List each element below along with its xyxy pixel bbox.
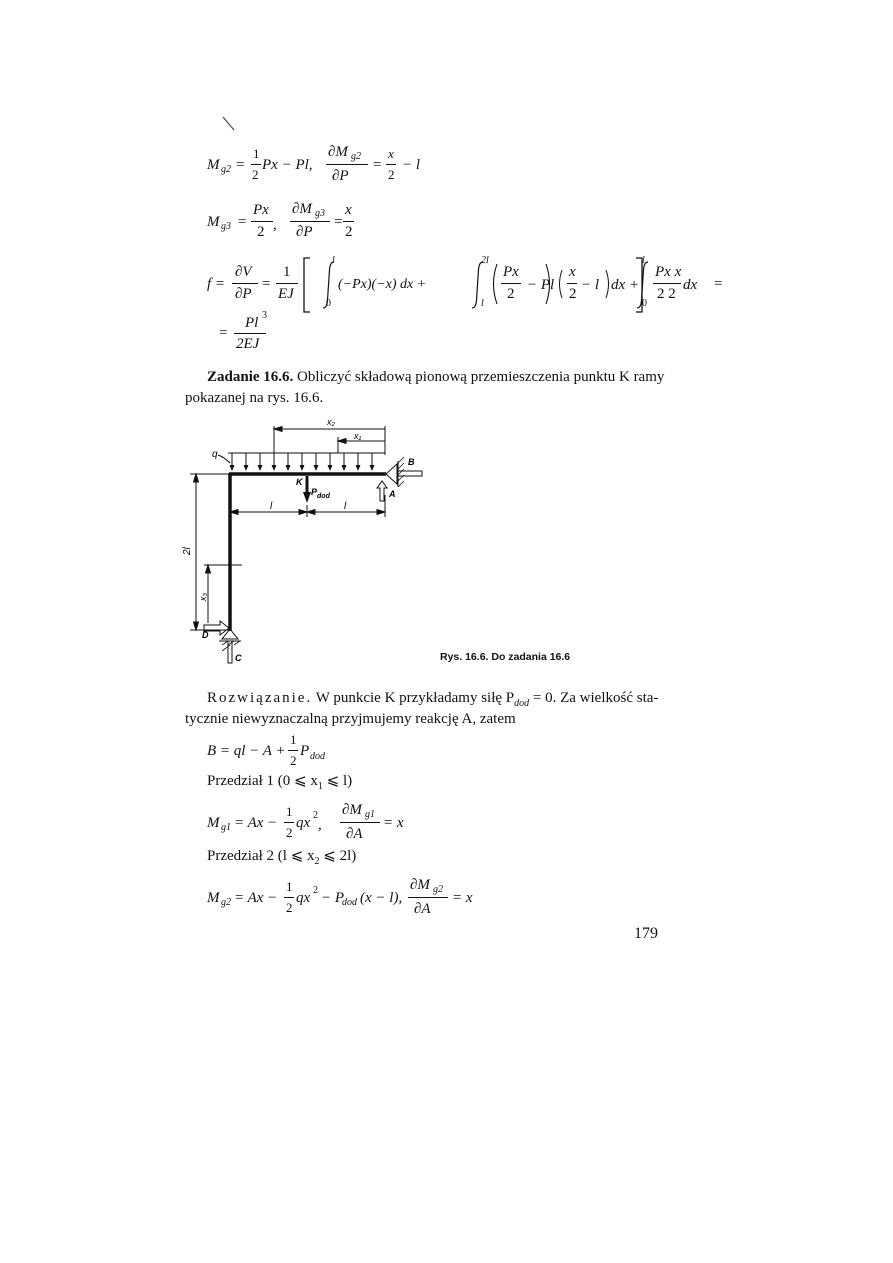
eq-f-dnum: ∂V (235, 264, 252, 280)
eq-f-int1-lower: 0 (326, 298, 331, 309)
eq-mg1-comma: , (318, 817, 322, 833)
eq-f-int1-body: (−Px)(−x) dx + (338, 277, 427, 292)
frac-bar (284, 897, 294, 898)
label-x3: x₃ (198, 592, 208, 601)
frac-bar (386, 164, 396, 165)
eq-f-int3-num: Px x (655, 264, 682, 280)
eq-mg2-frac1-den: 2 (252, 167, 259, 182)
eq-mg3-dden: ∂P (296, 224, 313, 240)
frac-bar (251, 221, 273, 222)
eq-mg2b-rhs-d: (x − l), (360, 890, 403, 906)
eq-mg3-frac1-den: 2 (257, 224, 265, 240)
frac-bar (326, 164, 368, 165)
eq-f-int2-fnum: Px (503, 264, 519, 280)
eq-mg3-dnum: ∂M (292, 201, 312, 217)
eq-mg2b-dnum: ∂M (410, 877, 430, 893)
eq-f-int3-den: 2 2 (657, 286, 676, 302)
frac-bar (276, 283, 298, 284)
eq-f-int3-upper: l (642, 255, 645, 266)
frac-bar (343, 221, 354, 222)
eq-b-p-sub: dod (310, 751, 325, 762)
przedzial-1 (207, 771, 352, 797)
eq-f-int3-lower: 0 (642, 298, 647, 309)
label-A: A (389, 489, 396, 499)
frac-bar (408, 897, 448, 898)
eq-mg3-eq2: = (334, 214, 343, 230)
eq-mg2b-dden: ∂A (414, 901, 431, 917)
eq-mg2b-dnum-sub: g2 (433, 884, 443, 895)
label-2l: 2l (182, 547, 193, 555)
integral-brackets (300, 250, 723, 320)
eq-mg2b-lhs-sub: g2 (221, 897, 231, 908)
frac-bar (284, 822, 294, 823)
eq-f-cden: EJ (278, 286, 294, 302)
eq-b-frac-den: 2 (290, 753, 297, 768)
eq-mg2-eq: = (236, 157, 245, 173)
eq-mg3-lhs-sub: g3 (221, 221, 231, 232)
eq-mg3-frac2-den: 2 (345, 224, 353, 240)
frac-bar (232, 283, 258, 284)
task-paragraph (185, 367, 677, 406)
eq-mg3-dnum-sub: g3 (315, 208, 325, 219)
przedzial-2-text: Przedział 2 (l ⩽ x (207, 848, 315, 864)
eq-f-cnum: 1 (283, 264, 291, 280)
eq-f-end-eq: = (714, 276, 723, 292)
eq-mg2-dden: ∂P (332, 168, 349, 184)
eq-f-result-den: 2EJ (236, 336, 260, 352)
eq-mg2b-eq2: = x (452, 890, 473, 906)
przedzial-1-text: Przedział 1 (0 ⩽ x (207, 773, 318, 789)
stray-mark (222, 116, 236, 132)
eq-mg1-frac-num: 1 (286, 804, 293, 819)
eq-mg2b-lhs: M (207, 890, 220, 906)
eq-f-lhs: f = (207, 276, 226, 292)
eq-mg2-frac2-den: 2 (388, 167, 395, 182)
eq-mg2-lhs: M (207, 157, 220, 173)
eq-mg2b-frac-num: 1 (286, 879, 293, 894)
eq-f-int2-upper: 2l (481, 255, 489, 266)
label-D: D (202, 630, 209, 640)
eq-mg2b-rhs-b-sup: 2 (313, 885, 318, 896)
solution-title: Rozwiązanie. (207, 690, 313, 706)
eq-f-int2-minus: − Pl (527, 277, 555, 293)
eq-mg2-frac2-num: x (388, 146, 394, 161)
eq-f-int2-dx: dx + (611, 277, 640, 293)
eq-f-int2-gnum: x (569, 264, 576, 280)
eq-mg1-eq2: = x (383, 815, 404, 831)
label-Pdod: $P_{dod}$ (311, 487, 330, 500)
eq-mg2b-rhs-b: qx (296, 890, 311, 906)
eq-mg1-rhs-b-sup: 2 (313, 810, 318, 821)
label-K: K (296, 477, 303, 487)
eq-f-int3-dx: dx (683, 277, 698, 293)
przedzial-2-end: ⩽ 2l) (319, 848, 357, 864)
label-l-left: l (270, 501, 273, 512)
przedzial-2 (207, 846, 356, 872)
eq-mg2b-rhs-c: − P (321, 890, 345, 906)
eq-mg2-frac1-num: 1 (253, 146, 260, 161)
eq-mg2b-rhs-c-sub: dod (342, 897, 357, 908)
label-q: q (212, 449, 218, 460)
frac-bar (288, 750, 298, 751)
eq-f-int1-upper: l (332, 255, 335, 266)
solution-paragraph (185, 688, 677, 727)
eq-mg2-dnum: ∂M (328, 144, 348, 160)
figure-frame-diagram (182, 415, 446, 670)
eq-mg1-lhs-sub: g1 (221, 822, 231, 833)
figure-caption: Rys. 16.6. Do zadania 16.6 (440, 651, 571, 663)
przedzial-1-sub: 1 (317, 781, 323, 792)
eq-mg2-dnum-sub: g2 (351, 151, 361, 162)
eq-f-result-num-sup: 3 (262, 310, 267, 321)
eq-mg1-dden: ∂A (346, 826, 363, 842)
frac-bar (234, 333, 266, 334)
eq-f-int2-lower: l (481, 298, 484, 309)
eq-f-int2-gminus: − l (581, 277, 600, 293)
frac-bar (251, 164, 261, 165)
eq-mg2b-rhs-a: = Ax − (234, 890, 278, 906)
eq-mg1-dnum-sub: g1 (365, 809, 375, 820)
eq-mg3-frac2-num: x (345, 202, 352, 218)
solution-line1-end: = 0. Za wielkość sta- (529, 690, 659, 706)
label-x1: x₁ (354, 431, 362, 441)
solution-line1: W punkcie K przykładamy siłę P (312, 690, 515, 706)
task-line2: pokazanej na rys. 16.6. (185, 390, 324, 406)
eq-b-p: P (300, 743, 310, 759)
eq-mg2-lhs-sub: g2 (221, 164, 231, 175)
page-number: 179 (634, 925, 658, 942)
eq-mg2-eq2: = (373, 157, 382, 173)
frac-bar (290, 221, 330, 222)
eq-mg1-frac-den: 2 (286, 825, 293, 840)
przedzial-2-sub: 2 (314, 856, 320, 867)
eq-mg3-eq: = (238, 214, 247, 230)
solution-line2: tycznie niewyznaczalną przyjmujemy reakcję A, zatem (185, 711, 516, 727)
eq-mg1-rhs-a: = Ax − (234, 815, 278, 831)
eq-mg3-frac1-num: Px (253, 202, 269, 218)
label-B: B (408, 457, 415, 467)
eq-mg3-comma: , (273, 217, 277, 233)
eq-f-dden: ∂P (235, 286, 252, 302)
label-x2: x₂ (327, 417, 335, 427)
przedzial-1-end: ⩽ l) (322, 773, 353, 789)
label-l-right: l (344, 501, 347, 512)
integral-sign-3 (636, 255, 650, 310)
eq-mg3-lhs: M (207, 214, 220, 230)
eq-f-int2-fden: 2 (507, 286, 515, 302)
eq-mg2b-frac-den: 2 (286, 900, 293, 915)
eq-f-eq: = (262, 276, 271, 292)
task-line1: Obliczyć składową pionową przemieszczenia punktu K ramy (293, 369, 665, 385)
label-C: C (235, 653, 242, 663)
eq-mg2-rhs: Px − Pl, (262, 157, 313, 173)
frac-bar (340, 822, 380, 823)
eq-f-result-eq: = (219, 325, 228, 341)
eq-b-frac-num: 1 (290, 732, 297, 747)
eq-mg1-dnum: ∂M (342, 802, 362, 818)
eq-b-lhs: B = ql − A + (207, 743, 286, 759)
eq-mg1-rhs-b: qx (296, 815, 311, 831)
eq-mg2-rhs-c: − l (402, 157, 421, 173)
eq-mg1-lhs: M (207, 815, 220, 831)
task-title: Zadanie 16.6. (207, 369, 294, 385)
eq-f-result-num: Pl (245, 315, 259, 331)
eq-f-int2-gden: 2 (569, 286, 577, 302)
solution-line1-sub: dod (514, 698, 530, 709)
